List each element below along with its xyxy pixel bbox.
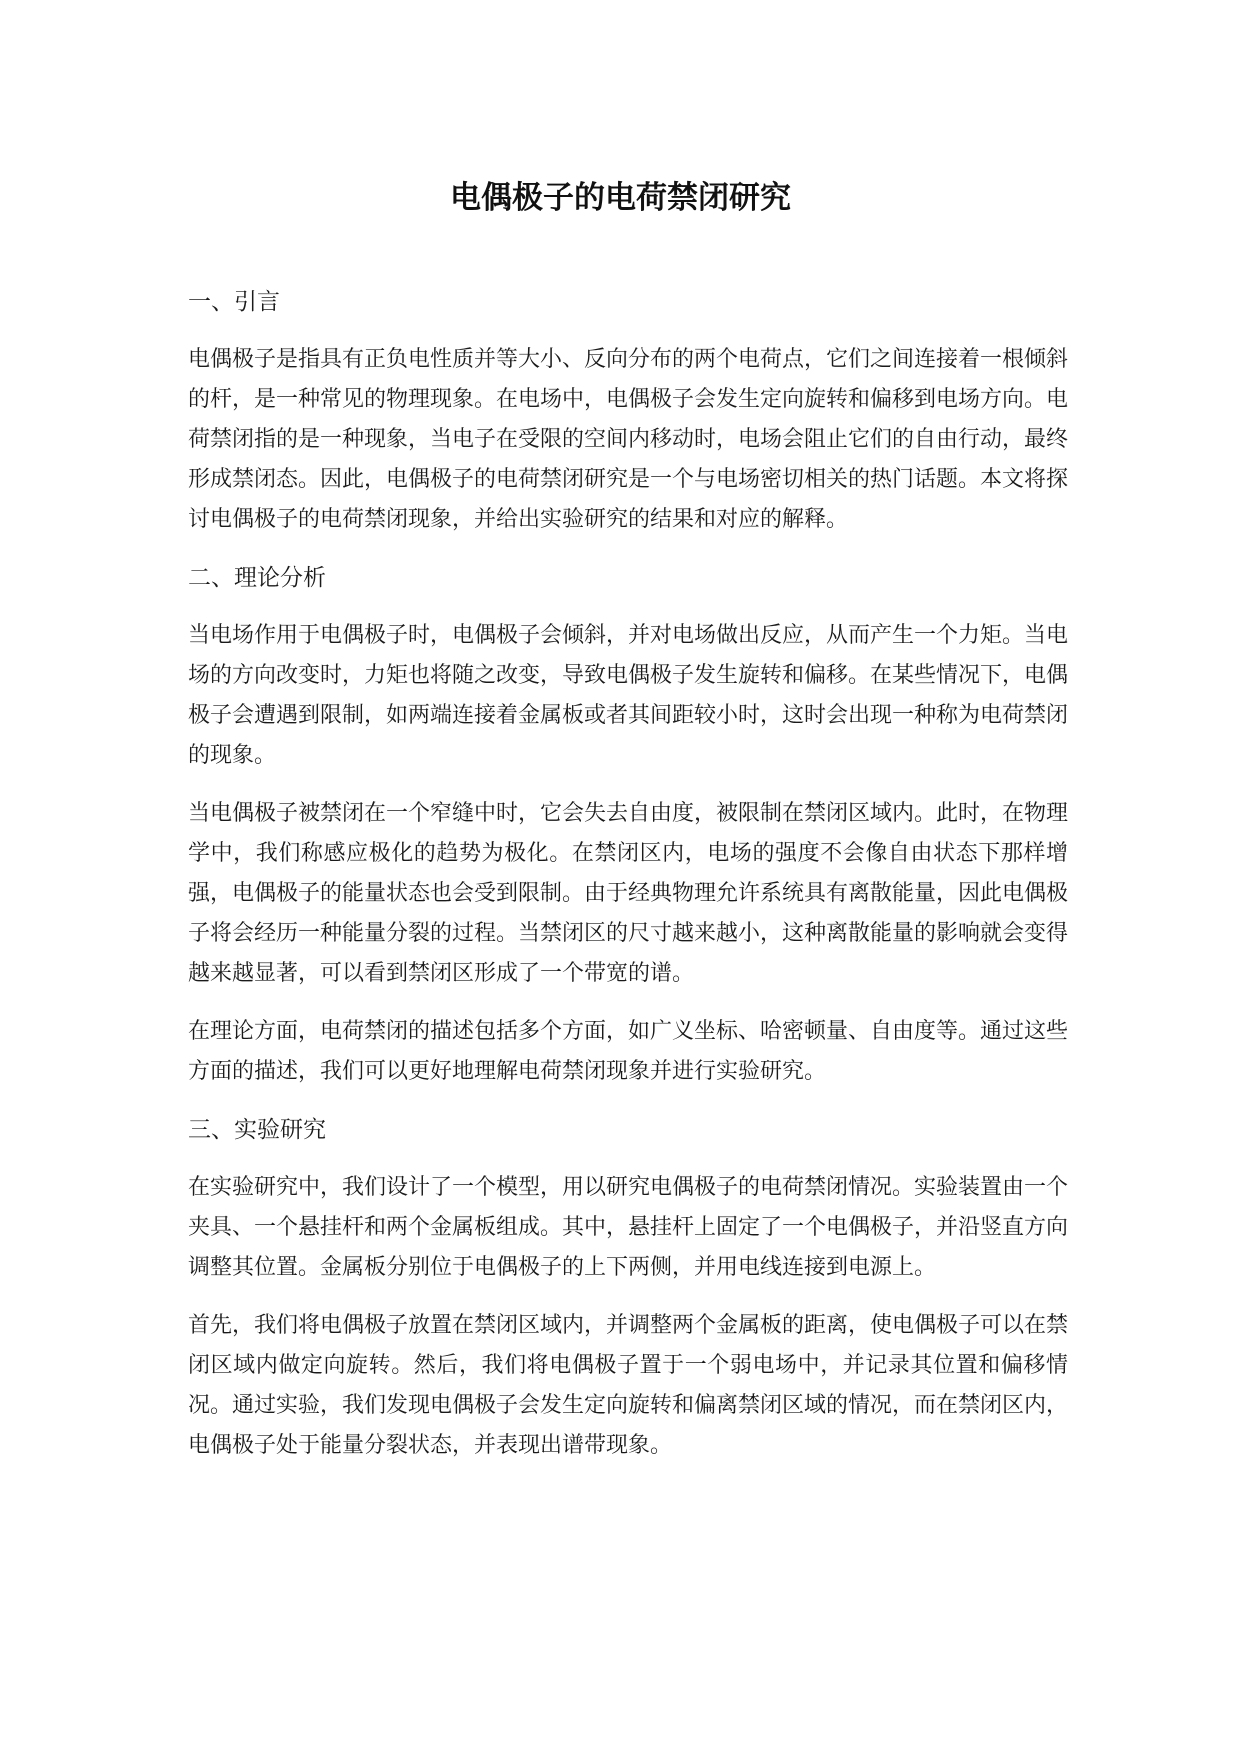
- document-body: [188, 282, 1068, 1484]
- section-experiment: [188, 1110, 1068, 1466]
- paragraph: 在实验研究中，我们设计了一个模型，用以研究电偶极子的电荷禁闭情况。实验装置由一个夹具、一个悬挂杆和两个金属板组成。其中，悬挂杆上固定了一个电偶极子，并沿竖直方向调整其位置。金属板分别位于电偶极子的上下两侧，并用电线连接到电源上。: [188, 1175, 1069, 1280]
- paragraph: 在理论方面，电荷禁闭的描述包括多个方面，如广义坐标、哈密顿量、自由度等。通过这些方面的描述，我们可以更好地理解电荷禁闭现象并进行实验研究。: [188, 1019, 1069, 1084]
- page-title: 电偶极子的电荷禁闭研究: [450, 180, 791, 216]
- section-introduction: [188, 282, 1068, 540]
- section-heading: 一、引言: [188, 289, 280, 315]
- section-heading: 二、理论分析: [188, 565, 326, 591]
- paragraph: 当电偶极子被禁闭在一个窄缝中时，它会失去自由度，被限制在禁闭区域内。此时，在物理学中，我们称感应极化的趋势为极化。在禁闭区内，电场的强度不会像自由状态下那样增强，电偶极子的能量状态也会受到限制。由于经典物理允许系统具有离散能量，因此电偶极子将会经历一种能量分裂的过程。当禁闭区的尺寸越来越小，这种离散能量的影响就会变得越来越显著，可以看到禁闭区形成了一个带宽的谱。: [188, 801, 1069, 986]
- section-heading: 三、实验研究: [188, 1117, 326, 1143]
- section-theory: [188, 558, 1068, 1092]
- paragraph: 首先，我们将电偶极子放置在禁闭区域内，并调整两个金属板的距离，使电偶极子可以在禁闭区域内做定向旋转。然后，我们将电偶极子置于一个弱电场中，并记录其位置和偏移情况。通过实验，我们发现电偶极子会发生定向旋转和偏离禁闭区域的情况，而在禁闭区内，电偶极子处于能量分裂状态，并表现出谱带现象。: [188, 1313, 1069, 1458]
- paragraph: 电偶极子是指具有正负电性质并等大小、反向分布的两个电荷点，它们之间连接着一根倾斜的杆，是一种常见的物理现象。在电场中，电偶极子会发生定向旋转和偏移到电场方向。电荷禁闭指的是一种现象，当电子在受限的空间内移动时，电场会阻止它们的自由行动，最终形成禁闭态。因此，电偶极子的电荷禁闭研究是一个与电场密切相关的热门话题。本文将探讨电偶极子的电荷禁闭现象，并给出实验研究的结果和对应的解释。: [188, 347, 1069, 532]
- paragraph: 当电场作用于电偶极子时，电偶极子会倾斜，并对电场做出反应，从而产生一个力矩。当电场的方向改变时，力矩也将随之改变，导致电偶极子发生旋转和偏移。在某些情况下，电偶极子会遭遇到限制，如两端连接着金属板或者其间距较小时，这时会出现一种称为电荷禁闭的现象。: [188, 623, 1069, 768]
